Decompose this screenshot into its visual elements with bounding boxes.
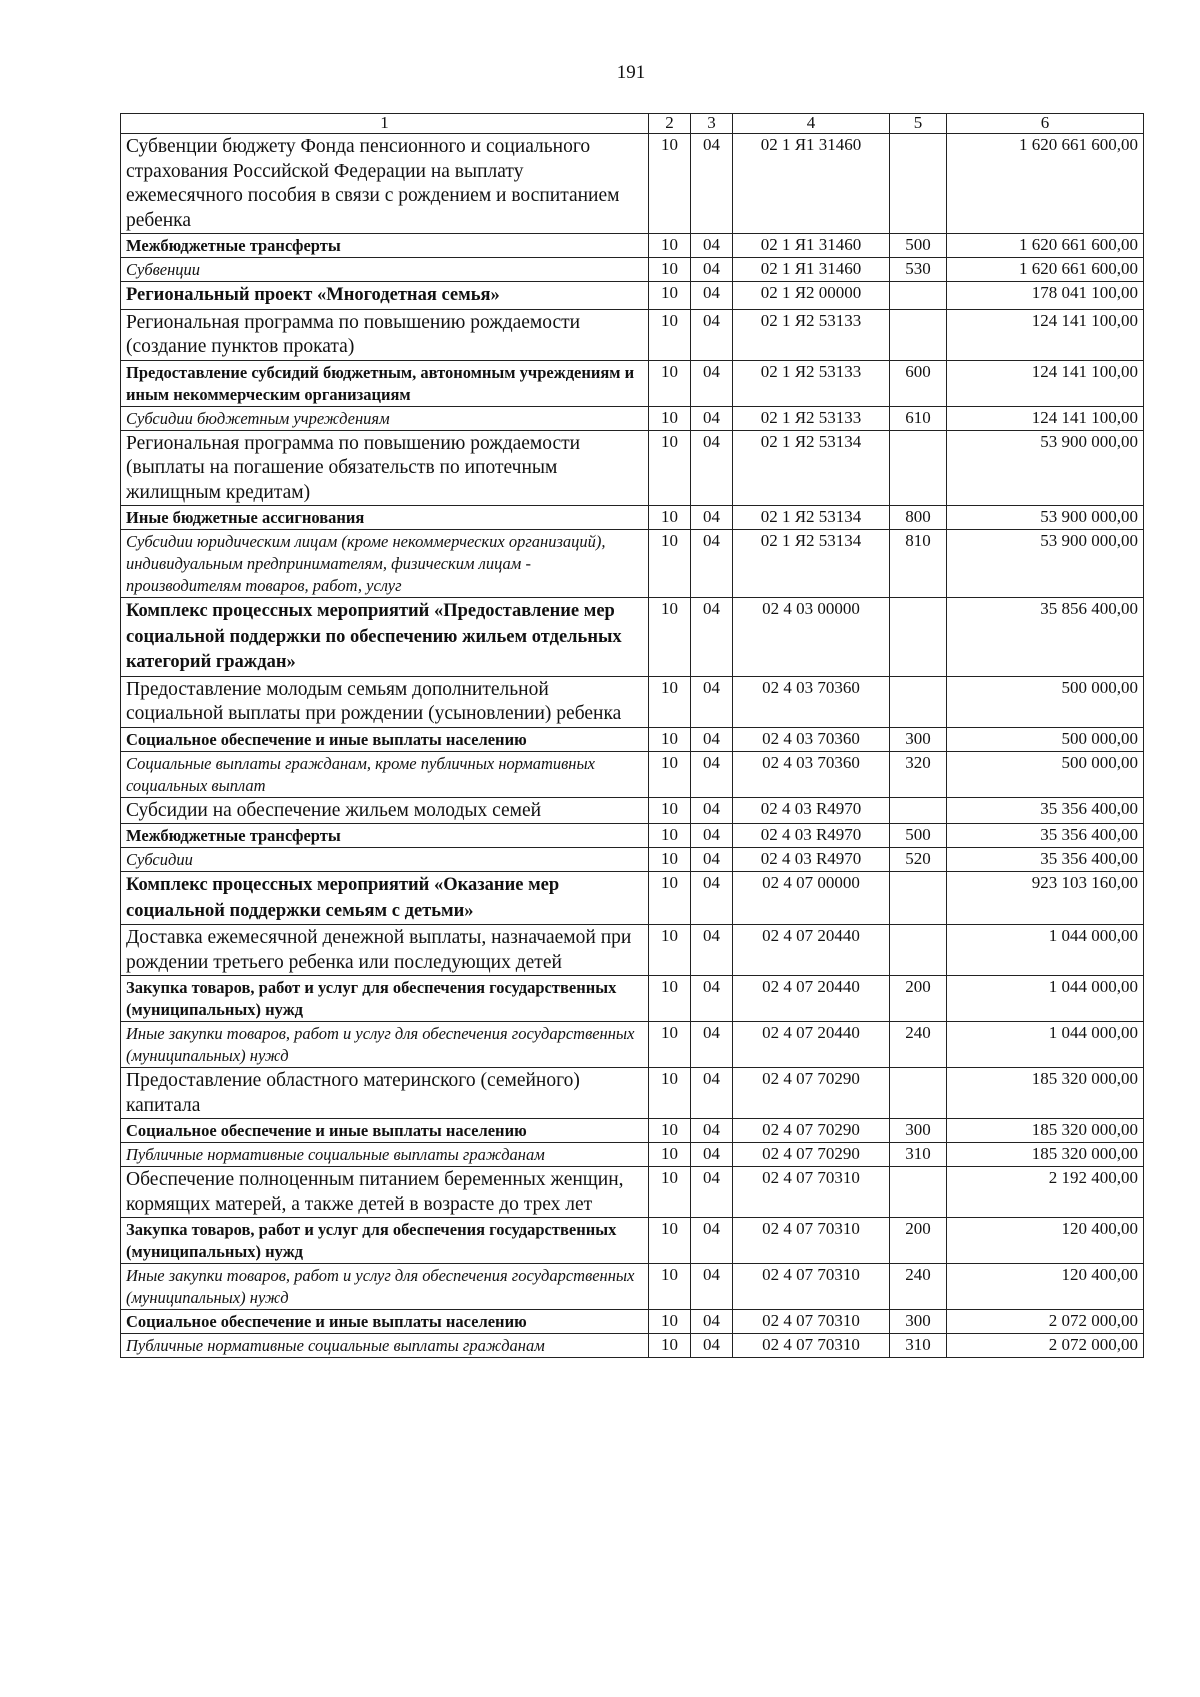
cell-name: Межбюджетные трансферты xyxy=(121,234,649,258)
cell-section: 10 xyxy=(649,258,691,282)
cell-expense-type: 810 xyxy=(890,530,947,598)
cell-amount: 2 072 000,00 xyxy=(947,1334,1144,1358)
cell-section: 10 xyxy=(649,925,691,976)
cell-expense-type xyxy=(890,430,947,506)
cell-expense-type: 320 xyxy=(890,751,947,797)
cell-name: Региональный проект «Многодетная семья» xyxy=(121,282,649,310)
table-row xyxy=(121,1068,1144,1119)
cell-target-article: 02 1 Я2 53134 xyxy=(733,506,890,530)
cell-amount: 35 856 400,00 xyxy=(947,598,1144,677)
cell-target-article: 02 1 Я1 31460 xyxy=(733,234,890,258)
cell-section: 10 xyxy=(649,976,691,1022)
table-row xyxy=(121,1022,1144,1068)
cell-expense-type xyxy=(890,309,947,360)
cell-subsection: 04 xyxy=(691,234,733,258)
cell-name: Доставка ежемесячной денежной выплаты, назначаемой при рождении третьего ребенка или последующих детей xyxy=(121,925,649,976)
cell-section: 10 xyxy=(649,506,691,530)
cell-target-article: 02 4 03 00000 xyxy=(733,598,890,677)
table-row xyxy=(121,727,1144,751)
cell-expense-type: 520 xyxy=(890,848,947,872)
header-cell-subsection: 3 xyxy=(691,114,733,134)
cell-section: 10 xyxy=(649,727,691,751)
cell-target-article: 02 4 07 20440 xyxy=(733,1022,890,1068)
cell-expense-type xyxy=(890,676,947,727)
cell-subsection: 04 xyxy=(691,1167,733,1218)
cell-target-article: 02 4 03 R4970 xyxy=(733,848,890,872)
cell-target-article: 02 1 Я2 53134 xyxy=(733,430,890,506)
cell-subsection: 04 xyxy=(691,598,733,677)
cell-name: Иные закупки товаров, работ и услуг для обеспечения государственных (муниципальных) нужд xyxy=(121,1022,649,1068)
cell-target-article: 02 4 07 20440 xyxy=(733,925,890,976)
cell-subsection: 04 xyxy=(691,134,733,234)
cell-target-article: 02 4 03 70360 xyxy=(733,727,890,751)
cell-target-article: 02 4 03 R4970 xyxy=(733,824,890,848)
cell-section: 10 xyxy=(649,1264,691,1310)
cell-section: 10 xyxy=(649,848,691,872)
table-row xyxy=(121,1119,1144,1143)
cell-target-article: 02 4 07 70310 xyxy=(733,1334,890,1358)
cell-target-article: 02 4 03 R4970 xyxy=(733,797,890,824)
cell-subsection: 04 xyxy=(691,824,733,848)
cell-expense-type: 310 xyxy=(890,1334,947,1358)
cell-section: 10 xyxy=(649,360,691,406)
cell-subsection: 04 xyxy=(691,530,733,598)
cell-subsection: 04 xyxy=(691,309,733,360)
cell-target-article: 02 1 Я2 53133 xyxy=(733,309,890,360)
cell-section: 10 xyxy=(649,309,691,360)
table-row xyxy=(121,430,1144,506)
cell-name: Субвенции бюджету Фонда пенсионного и социального страхования Российской Федерации на выплату ежемесячного пособия в связи с рождением и воспитанием ребенка xyxy=(121,134,649,234)
cell-amount: 2 072 000,00 xyxy=(947,1310,1144,1334)
cell-name: Публичные нормативные социальные выплаты гражданам xyxy=(121,1143,649,1167)
table-row xyxy=(121,1310,1144,1334)
cell-expense-type xyxy=(890,598,947,677)
cell-subsection: 04 xyxy=(691,1334,733,1358)
cell-amount: 1 044 000,00 xyxy=(947,976,1144,1022)
cell-name: Иные закупки товаров, работ и услуг для обеспечения государственных (муниципальных) нужд xyxy=(121,1264,649,1310)
cell-section: 10 xyxy=(649,751,691,797)
table-row xyxy=(121,1334,1144,1358)
cell-expense-type xyxy=(890,282,947,310)
cell-target-article: 02 1 Я1 31460 xyxy=(733,134,890,234)
cell-subsection: 04 xyxy=(691,1143,733,1167)
cell-name: Социальное обеспечение и иные выплаты населению xyxy=(121,1119,649,1143)
cell-subsection: 04 xyxy=(691,1022,733,1068)
cell-amount: 2 192 400,00 xyxy=(947,1167,1144,1218)
cell-section: 10 xyxy=(649,1167,691,1218)
cell-name: Обеспечение полноценным питанием беременных женщин, кормящих матерей, а также детей в возрасте до трех лет xyxy=(121,1167,649,1218)
table-row xyxy=(121,506,1144,530)
table-row xyxy=(121,282,1144,310)
table-row xyxy=(121,872,1144,925)
table-row xyxy=(121,258,1144,282)
cell-subsection: 04 xyxy=(691,751,733,797)
cell-name: Социальное обеспечение и иные выплаты населению xyxy=(121,727,649,751)
cell-expense-type: 800 xyxy=(890,506,947,530)
cell-expense-type: 610 xyxy=(890,406,947,430)
cell-name: Субсидии юридическим лицам (кроме некоммерческих организаций), индивидуальным предпринимателям, физическим лицам - производителям товаров, работ, услуг xyxy=(121,530,649,598)
cell-expense-type: 200 xyxy=(890,976,947,1022)
table-row xyxy=(121,848,1144,872)
cell-name: Иные бюджетные ассигнования xyxy=(121,506,649,530)
cell-name: Субсидии на обеспечение жильем молодых семей xyxy=(121,797,649,824)
cell-subsection: 04 xyxy=(691,1119,733,1143)
cell-amount: 124 141 100,00 xyxy=(947,309,1144,360)
cell-section: 10 xyxy=(649,598,691,677)
table-row xyxy=(121,797,1144,824)
cell-name: Региональная программа по повышению рождаемости (создание пунктов проката) xyxy=(121,309,649,360)
cell-amount: 35 356 400,00 xyxy=(947,848,1144,872)
cell-amount: 923 103 160,00 xyxy=(947,872,1144,925)
header-cell-section: 2 xyxy=(649,114,691,134)
table-row xyxy=(121,676,1144,727)
cell-amount: 1 620 661 600,00 xyxy=(947,134,1144,234)
cell-amount: 1 044 000,00 xyxy=(947,925,1144,976)
cell-section: 10 xyxy=(649,797,691,824)
cell-subsection: 04 xyxy=(691,406,733,430)
cell-subsection: 04 xyxy=(691,848,733,872)
cell-amount: 178 041 100,00 xyxy=(947,282,1144,310)
cell-target-article: 02 1 Я2 53134 xyxy=(733,530,890,598)
cell-subsection: 04 xyxy=(691,872,733,925)
cell-name: Межбюджетные трансферты xyxy=(121,824,649,848)
cell-subsection: 04 xyxy=(691,258,733,282)
cell-target-article: 02 4 07 70310 xyxy=(733,1167,890,1218)
cell-subsection: 04 xyxy=(691,1264,733,1310)
cell-subsection: 04 xyxy=(691,976,733,1022)
table-row xyxy=(121,598,1144,677)
cell-target-article: 02 1 Я2 53133 xyxy=(733,360,890,406)
header-cell-amount: 6 xyxy=(947,114,1144,134)
cell-target-article: 02 4 07 70310 xyxy=(733,1310,890,1334)
table-row xyxy=(121,1143,1144,1167)
cell-section: 10 xyxy=(649,676,691,727)
cell-amount: 185 320 000,00 xyxy=(947,1068,1144,1119)
cell-expense-type: 300 xyxy=(890,1119,947,1143)
cell-target-article: 02 1 Я2 53133 xyxy=(733,406,890,430)
cell-amount: 53 900 000,00 xyxy=(947,430,1144,506)
cell-expense-type: 300 xyxy=(890,727,947,751)
cell-name: Публичные нормативные социальные выплаты гражданам xyxy=(121,1334,649,1358)
cell-target-article: 02 4 07 70310 xyxy=(733,1264,890,1310)
cell-subsection: 04 xyxy=(691,925,733,976)
cell-target-article: 02 1 Я2 00000 xyxy=(733,282,890,310)
cell-amount: 35 356 400,00 xyxy=(947,797,1144,824)
table-row xyxy=(121,530,1144,598)
cell-section: 10 xyxy=(649,1022,691,1068)
cell-section: 10 xyxy=(649,824,691,848)
cell-expense-type: 240 xyxy=(890,1264,947,1310)
table-row xyxy=(121,1264,1144,1310)
cell-section: 10 xyxy=(649,234,691,258)
budget-table xyxy=(120,113,1144,1358)
cell-amount: 500 000,00 xyxy=(947,676,1144,727)
cell-amount: 185 320 000,00 xyxy=(947,1143,1144,1167)
cell-amount: 120 400,00 xyxy=(947,1264,1144,1310)
table-row xyxy=(121,234,1144,258)
table-row xyxy=(121,406,1144,430)
cell-amount: 185 320 000,00 xyxy=(947,1119,1144,1143)
table-row xyxy=(121,1167,1144,1218)
cell-name: Социальные выплаты гражданам, кроме публичных нормативных социальных выплат xyxy=(121,751,649,797)
cell-expense-type xyxy=(890,134,947,234)
cell-target-article: 02 4 07 70290 xyxy=(733,1068,890,1119)
cell-section: 10 xyxy=(649,1310,691,1334)
cell-expense-type: 500 xyxy=(890,824,947,848)
cell-target-article: 02 4 07 20440 xyxy=(733,976,890,1022)
cell-subsection: 04 xyxy=(691,727,733,751)
cell-subsection: 04 xyxy=(691,797,733,824)
cell-amount: 1 620 661 600,00 xyxy=(947,258,1144,282)
cell-target-article: 02 4 07 70290 xyxy=(733,1143,890,1167)
cell-amount: 124 141 100,00 xyxy=(947,406,1144,430)
cell-expense-type: 600 xyxy=(890,360,947,406)
cell-expense-type: 300 xyxy=(890,1310,947,1334)
table-row xyxy=(121,925,1144,976)
cell-subsection: 04 xyxy=(691,1068,733,1119)
cell-section: 10 xyxy=(649,1334,691,1358)
cell-expense-type: 530 xyxy=(890,258,947,282)
page-number: 191 xyxy=(616,62,646,83)
table-row xyxy=(121,824,1144,848)
cell-section: 10 xyxy=(649,1068,691,1119)
cell-expense-type: 310 xyxy=(890,1143,947,1167)
cell-name: Субвенции xyxy=(121,258,649,282)
table-row xyxy=(121,1218,1144,1264)
header-cell-name: 1 xyxy=(121,114,649,134)
cell-name: Предоставление субсидий бюджетным, автономным учреждениям и иным некоммерческим организациям xyxy=(121,360,649,406)
cell-name: Комплекс процессных мероприятий «Предоставление мер социальной поддержки по обеспечению жильем отдельных категорий граждан» xyxy=(121,598,649,677)
cell-amount: 53 900 000,00 xyxy=(947,506,1144,530)
cell-target-article: 02 4 03 70360 xyxy=(733,676,890,727)
cell-target-article: 02 4 07 70290 xyxy=(733,1119,890,1143)
cell-name: Комплекс процессных мероприятий «Оказание мер социальной поддержки семьям с детьми» xyxy=(121,872,649,925)
cell-target-article: 02 4 03 70360 xyxy=(733,751,890,797)
cell-target-article: 02 4 07 70310 xyxy=(733,1218,890,1264)
cell-target-article: 02 4 07 00000 xyxy=(733,872,890,925)
cell-amount: 1 620 661 600,00 xyxy=(947,234,1144,258)
cell-section: 10 xyxy=(649,430,691,506)
cell-expense-type: 500 xyxy=(890,234,947,258)
cell-amount: 1 044 000,00 xyxy=(947,1022,1144,1068)
cell-expense-type: 240 xyxy=(890,1022,947,1068)
header-row xyxy=(121,114,1144,134)
cell-section: 10 xyxy=(649,1218,691,1264)
cell-section: 10 xyxy=(649,406,691,430)
cell-name: Региональная программа по повышению рождаемости (выплаты на погашение обязательств по ипотечным жилищным кредитам) xyxy=(121,430,649,506)
cell-expense-type xyxy=(890,1068,947,1119)
table-row xyxy=(121,976,1144,1022)
cell-subsection: 04 xyxy=(691,1218,733,1264)
cell-name: Предоставление молодым семьям дополнительной социальной выплаты при рождении (усыновлении) ребенка xyxy=(121,676,649,727)
cell-section: 10 xyxy=(649,282,691,310)
table-row xyxy=(121,360,1144,406)
cell-subsection: 04 xyxy=(691,430,733,506)
cell-section: 10 xyxy=(649,530,691,598)
table-row xyxy=(121,751,1144,797)
cell-expense-type xyxy=(890,797,947,824)
cell-section: 10 xyxy=(649,134,691,234)
cell-expense-type xyxy=(890,1167,947,1218)
cell-section: 10 xyxy=(649,872,691,925)
cell-expense-type xyxy=(890,872,947,925)
cell-subsection: 04 xyxy=(691,282,733,310)
cell-name: Закупка товаров, работ и услуг для обеспечения государственных (муниципальных) нужд xyxy=(121,1218,649,1264)
cell-amount: 124 141 100,00 xyxy=(947,360,1144,406)
header-cell-target-article: 4 xyxy=(733,114,890,134)
cell-expense-type: 200 xyxy=(890,1218,947,1264)
table-row xyxy=(121,134,1144,234)
cell-name: Субсидии xyxy=(121,848,649,872)
cell-section: 10 xyxy=(649,1119,691,1143)
cell-subsection: 04 xyxy=(691,506,733,530)
cell-subsection: 04 xyxy=(691,676,733,727)
cell-amount: 53 900 000,00 xyxy=(947,530,1144,598)
budget-table-body xyxy=(121,114,1144,1358)
cell-amount: 500 000,00 xyxy=(947,751,1144,797)
cell-expense-type xyxy=(890,925,947,976)
cell-subsection: 04 xyxy=(691,360,733,406)
cell-subsection: 04 xyxy=(691,1310,733,1334)
cell-amount: 500 000,00 xyxy=(947,727,1144,751)
cell-name: Закупка товаров, работ и услуг для обеспечения государственных (муниципальных) нужд xyxy=(121,976,649,1022)
header-cell-expense-type: 5 xyxy=(890,114,947,134)
cell-name: Субсидии бюджетным учреждениям xyxy=(121,406,649,430)
cell-name: Предоставление областного материнского (семейного) капитала xyxy=(121,1068,649,1119)
cell-amount: 120 400,00 xyxy=(947,1218,1144,1264)
cell-target-article: 02 1 Я1 31460 xyxy=(733,258,890,282)
cell-name: Социальное обеспечение и иные выплаты населению xyxy=(121,1310,649,1334)
table-row xyxy=(121,309,1144,360)
cell-section: 10 xyxy=(649,1143,691,1167)
cell-amount: 35 356 400,00 xyxy=(947,824,1144,848)
